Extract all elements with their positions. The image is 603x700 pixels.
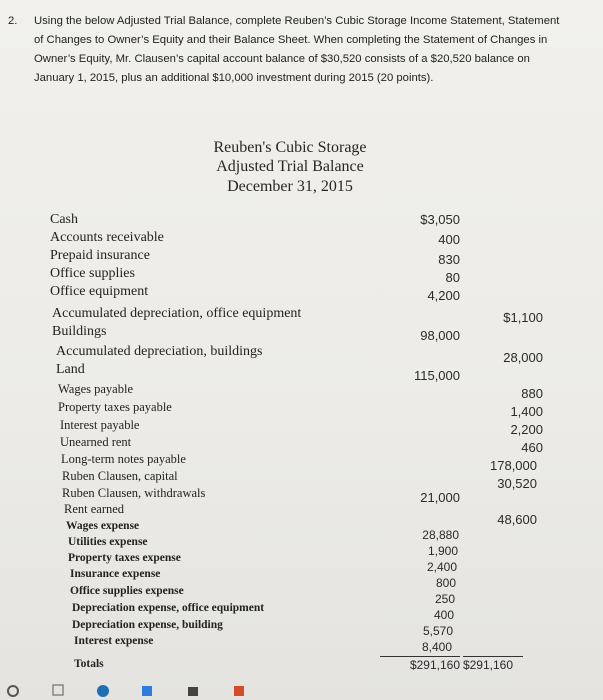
debit-amount: 4,200 <box>427 288 460 303</box>
account-name: Wages expense <box>66 520 140 532</box>
account-name: Prepaid insurance <box>50 248 150 263</box>
account-name: Cash <box>50 212 78 227</box>
account-name: Office equipment <box>50 284 149 299</box>
account-name: Ruben Clausen, withdrawals <box>62 486 206 500</box>
totals-row <box>0 658 603 676</box>
credit-amount: 460 <box>521 440 543 455</box>
debit-amount: 400 <box>438 232 460 247</box>
statement-title: Adjusted Trial Balance <box>216 158 364 175</box>
debit-amount: 250 <box>434 592 455 606</box>
account-name: Utilities expense <box>68 536 148 548</box>
debit-total-rule <box>380 656 460 657</box>
debit-amount: 1,900 <box>427 544 458 558</box>
account-name: Rent earned <box>64 502 125 516</box>
account-name: Accumulated depreciation, office equipment <box>52 306 302 321</box>
account-name: Buildings <box>52 324 107 339</box>
company-name: Reuben's Cubic Storage <box>213 139 367 156</box>
account-name: Accounts receivable <box>50 230 164 245</box>
account-name: Depreciation expense, building <box>72 619 223 631</box>
taskbar <box>0 682 603 700</box>
account-name: Interest expense <box>74 635 154 647</box>
account-name: Unearned rent <box>60 435 132 449</box>
window-icon[interactable] <box>52 684 64 696</box>
account-name: Accumulated depreciation, buildings <box>56 344 263 359</box>
browser-icon[interactable] <box>96 684 110 698</box>
office-icon[interactable] <box>232 684 246 698</box>
store-icon[interactable] <box>186 684 200 698</box>
statement-date: December 31, 2015 <box>227 178 353 195</box>
account-name: Office supplies <box>50 266 135 281</box>
debit-amount: 830 <box>438 252 460 267</box>
credit-amount: 1,400 <box>510 404 543 419</box>
credit-total-rule <box>463 656 523 657</box>
debit-amount: 28,880 <box>422 528 459 542</box>
account-name: Ruben Clausen, capital <box>62 469 178 483</box>
totals-debit: $291,160 <box>409 658 460 672</box>
circle-icon[interactable] <box>6 684 20 698</box>
totals-credit: $291,160 <box>462 658 513 672</box>
account-name: Interest payable <box>60 418 140 432</box>
debit-amount: 21,000 <box>420 490 460 505</box>
debit-amount: 400 <box>433 608 454 622</box>
credit-amount: 28,000 <box>503 350 543 365</box>
account-name: Wages payable <box>58 382 133 396</box>
account-name: Land <box>56 362 85 377</box>
debit-amount: 8,400 <box>421 640 452 654</box>
credit-amount: 48,600 <box>497 512 537 527</box>
app-icon[interactable] <box>140 684 154 698</box>
debit-amount: 80 <box>445 270 460 285</box>
account-name: Property taxes expense <box>68 552 181 564</box>
account-name: Office supplies expense <box>70 585 184 597</box>
debit-amount: 2,400 <box>426 560 457 574</box>
account-name: Property taxes payable <box>58 400 172 414</box>
debit-amount: 5,570 <box>422 624 453 638</box>
debit-amount: 98,000 <box>420 328 460 343</box>
debit-amount: $3,050 <box>420 212 460 227</box>
totals-label: Totals <box>74 658 104 670</box>
credit-amount: $1,100 <box>503 310 543 325</box>
debit-amount: 800 <box>435 576 456 590</box>
credit-amount: 880 <box>521 386 543 401</box>
credit-amount: 178,000 <box>490 458 537 473</box>
debit-amount: 115,000 <box>413 368 460 383</box>
credit-amount: 30,520 <box>497 476 537 491</box>
question-block <box>8 12 568 88</box>
account-name: Insurance expense <box>70 568 161 580</box>
credit-amount: 2,200 <box>510 422 543 437</box>
question-number: 2. <box>8 15 18 27</box>
question-text: Using the below Adjusted Trial Balance, complete Reuben’s Cubic Storage Income Statement, Statement of Changes to Owner’s Equity and their Balance Sheet. When completing the Statement of Changes in Owner’s Equity, Mr. Clausen’s capital account balance of $30,520 consists of a $20,520 balance on January 1, 2015, plus an additional $10,000 investment during 2015 (20 points). <box>34 15 560 84</box>
account-name: Depreciation expense, office equipment <box>72 602 265 614</box>
account-name: Long-term notes payable <box>61 452 186 466</box>
